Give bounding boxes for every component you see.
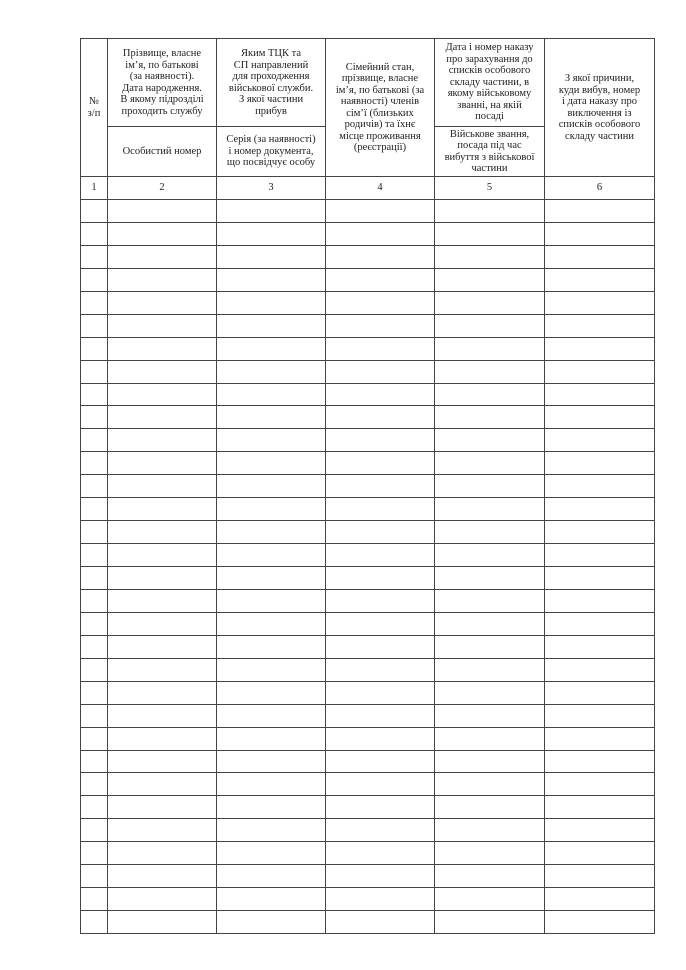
table-cell[interactable] (326, 911, 435, 934)
table-cell[interactable] (545, 429, 655, 452)
table-cell[interactable] (545, 314, 655, 337)
table-cell[interactable] (435, 475, 545, 498)
table-cell[interactable] (217, 819, 326, 842)
table-cell[interactable] (326, 544, 435, 567)
table-row (81, 911, 655, 934)
table-row (81, 750, 655, 773)
table-cell[interactable] (326, 842, 435, 865)
table-row (81, 314, 655, 337)
table-cell[interactable] (435, 360, 545, 383)
table-cell[interactable] (108, 567, 217, 590)
table-row (81, 612, 655, 635)
table-cell[interactable] (435, 888, 545, 911)
table-row (81, 429, 655, 452)
table-row (81, 796, 655, 819)
table-cell[interactable] (217, 750, 326, 773)
table-cell[interactable] (108, 406, 217, 429)
table-cell[interactable] (435, 337, 545, 360)
table-row (81, 842, 655, 865)
table-row (81, 888, 655, 911)
table-cell[interactable] (81, 658, 108, 681)
table-cell[interactable] (435, 796, 545, 819)
table-cell[interactable] (108, 291, 217, 314)
table-cell[interactable] (108, 750, 217, 773)
table-cell[interactable] (81, 567, 108, 590)
table-cell[interactable] (326, 337, 435, 360)
table-cell[interactable] (217, 337, 326, 360)
table-cell[interactable] (81, 842, 108, 865)
table-cell[interactable] (81, 727, 108, 750)
table-cell[interactable] (217, 635, 326, 658)
table-row (81, 360, 655, 383)
table-cell[interactable] (81, 704, 108, 727)
table-cell[interactable] (435, 750, 545, 773)
table-cell[interactable] (326, 704, 435, 727)
table-cell[interactable] (217, 612, 326, 635)
table-cell[interactable] (217, 383, 326, 406)
table-row (81, 727, 655, 750)
table-cell[interactable] (545, 589, 655, 612)
table-cell[interactable] (81, 200, 108, 223)
table-cell[interactable] (326, 521, 435, 544)
table-cell[interactable] (217, 681, 326, 704)
table-cell[interactable] (81, 796, 108, 819)
table-cell[interactable] (545, 842, 655, 865)
table-cell[interactable] (108, 888, 217, 911)
table-cell[interactable] (545, 819, 655, 842)
table-cell[interactable] (326, 475, 435, 498)
table-cell[interactable] (435, 727, 545, 750)
table-cell[interactable] (217, 521, 326, 544)
table-cell[interactable] (545, 658, 655, 681)
table-cell[interactable] (81, 750, 108, 773)
table-cell[interactable] (217, 406, 326, 429)
table-cell[interactable] (435, 865, 545, 888)
table-cell[interactable] (545, 222, 655, 245)
table-cell[interactable] (326, 222, 435, 245)
table-cell[interactable] (108, 796, 217, 819)
table-cell[interactable] (217, 842, 326, 865)
table-row (81, 681, 655, 704)
table-cell[interactable] (545, 452, 655, 475)
table-cell[interactable] (545, 475, 655, 498)
table-cell[interactable] (545, 911, 655, 934)
table-cell[interactable] (326, 360, 435, 383)
table-cell[interactable] (435, 544, 545, 567)
table-cell[interactable] (81, 589, 108, 612)
table-cell[interactable] (108, 337, 217, 360)
table-cell[interactable] (435, 291, 545, 314)
table-cell[interactable] (545, 681, 655, 704)
column-number-4: 4 (326, 177, 435, 200)
table-row (81, 865, 655, 888)
table-cell[interactable] (435, 842, 545, 865)
table-cell[interactable] (81, 475, 108, 498)
table-cell[interactable] (435, 383, 545, 406)
header-col5-enrollment-order: Дата і номер наказу про зарахування до списків особового складу частини, в якому військовому званні, на якій посаді (435, 39, 545, 127)
table-row (81, 704, 655, 727)
header-col4-family: Сімейний стан, прізвище, власне ім’я, по батькові (за наявності) членів сім’ї (близьких родичів) та їхнє місце проживання (реєстрації) (326, 39, 435, 177)
table-cell[interactable] (435, 911, 545, 934)
table-cell[interactable] (326, 612, 435, 635)
table-cell[interactable] (326, 865, 435, 888)
table-row (81, 383, 655, 406)
table-cell[interactable] (108, 727, 217, 750)
table-cell[interactable] (326, 314, 435, 337)
table-row (81, 475, 655, 498)
table-cell[interactable] (217, 888, 326, 911)
table-row (81, 337, 655, 360)
table-cell[interactable] (545, 268, 655, 291)
table-cell[interactable] (326, 291, 435, 314)
table-cell[interactable] (545, 567, 655, 590)
table-cell[interactable] (545, 635, 655, 658)
table-cell[interactable] (108, 911, 217, 934)
table-cell[interactable] (435, 314, 545, 337)
table-cell[interactable] (326, 635, 435, 658)
table-cell[interactable] (545, 360, 655, 383)
table-cell[interactable] (81, 819, 108, 842)
table-cell[interactable] (545, 865, 655, 888)
table-cell[interactable] (545, 200, 655, 223)
table-row (81, 521, 655, 544)
table-row (81, 291, 655, 314)
table-row (81, 452, 655, 475)
table-cell[interactable] (435, 567, 545, 590)
table-cell[interactable] (326, 429, 435, 452)
table-cell[interactable] (108, 773, 217, 796)
table-cell[interactable] (326, 658, 435, 681)
table-row (81, 268, 655, 291)
table-cell[interactable] (545, 750, 655, 773)
table-cell[interactable] (435, 452, 545, 475)
table-cell[interactable] (81, 291, 108, 314)
table-cell[interactable] (435, 429, 545, 452)
table-cell[interactable] (81, 452, 108, 475)
table-cell[interactable] (217, 796, 326, 819)
table-cell[interactable] (108, 521, 217, 544)
table-cell[interactable] (217, 567, 326, 590)
table-cell[interactable] (81, 268, 108, 291)
column-number-3: 3 (217, 177, 326, 200)
header-col2-personal-number: Особистий номер (108, 127, 217, 177)
table-cell[interactable] (545, 888, 655, 911)
table-cell[interactable] (545, 796, 655, 819)
table-cell[interactable] (545, 337, 655, 360)
table-cell[interactable] (81, 773, 108, 796)
header-row-top (81, 39, 655, 127)
table-row (81, 222, 655, 245)
table-cell[interactable] (81, 865, 108, 888)
table-cell[interactable] (326, 888, 435, 911)
table-cell[interactable] (108, 383, 217, 406)
table-cell[interactable] (435, 773, 545, 796)
table-row (81, 245, 655, 268)
table-row (81, 635, 655, 658)
table-cell[interactable] (326, 268, 435, 291)
table-cell[interactable] (435, 200, 545, 223)
table-cell[interactable] (81, 521, 108, 544)
table-cell[interactable] (326, 750, 435, 773)
table-cell[interactable] (326, 819, 435, 842)
table-cell[interactable] (326, 498, 435, 521)
table-cell[interactable] (108, 200, 217, 223)
table-cell[interactable] (217, 245, 326, 268)
table-cell[interactable] (81, 888, 108, 911)
table-cell[interactable] (217, 704, 326, 727)
table-cell[interactable] (108, 635, 217, 658)
table-cell[interactable] (217, 658, 326, 681)
table-row (81, 544, 655, 567)
table-cell[interactable] (108, 475, 217, 498)
table-cell[interactable] (81, 498, 108, 521)
table-cell[interactable] (217, 727, 326, 750)
table-cell[interactable] (108, 704, 217, 727)
table-cell[interactable] (435, 589, 545, 612)
header-col5-rank-position-departure: Військове звання, посада під час вибуття з військової частини (435, 127, 545, 177)
table-cell[interactable] (435, 612, 545, 635)
header-col6-exclusion: З якої причини, куди вибув, номер і дата наказу про виключення із списків особового складу частини (545, 39, 655, 177)
column-number-1: 1 (81, 177, 108, 200)
column-number-6: 6 (545, 177, 655, 200)
table-cell[interactable] (435, 819, 545, 842)
table-cell[interactable] (108, 452, 217, 475)
table-cell[interactable] (326, 773, 435, 796)
table-cell[interactable] (545, 612, 655, 635)
table-cell[interactable] (217, 429, 326, 452)
table-cell[interactable] (108, 360, 217, 383)
table-cell[interactable] (108, 268, 217, 291)
table-cell[interactable] (217, 773, 326, 796)
table-cell[interactable] (108, 819, 217, 842)
table-cell[interactable] (326, 245, 435, 268)
table-cell[interactable] (217, 291, 326, 314)
table-cell[interactable] (326, 200, 435, 223)
table-cell[interactable] (217, 200, 326, 223)
table-cell[interactable] (217, 314, 326, 337)
table-cell[interactable] (81, 544, 108, 567)
table-cell[interactable] (81, 635, 108, 658)
table-cell[interactable] (435, 245, 545, 268)
table-cell[interactable] (326, 681, 435, 704)
table-cell[interactable] (326, 406, 435, 429)
table-cell[interactable] (81, 245, 108, 268)
table-row (81, 406, 655, 429)
table-cell[interactable] (217, 268, 326, 291)
table-cell[interactable] (217, 911, 326, 934)
table-cell[interactable] (435, 498, 545, 521)
table-cell[interactable] (326, 727, 435, 750)
table-cell[interactable] (545, 383, 655, 406)
table-cell[interactable] (435, 658, 545, 681)
column-number-row (81, 177, 655, 200)
table-cell[interactable] (435, 635, 545, 658)
table-cell[interactable] (435, 222, 545, 245)
table-cell[interactable] (108, 658, 217, 681)
table-cell[interactable] (326, 383, 435, 406)
table-cell[interactable] (545, 773, 655, 796)
table-row (81, 589, 655, 612)
table-cell[interactable] (435, 681, 545, 704)
table-cell[interactable] (108, 865, 217, 888)
table-cell[interactable] (435, 268, 545, 291)
table-row (81, 498, 655, 521)
table-cell[interactable] (81, 360, 108, 383)
table-cell[interactable] (108, 612, 217, 635)
table-cell[interactable] (545, 406, 655, 429)
table-cell[interactable] (435, 521, 545, 544)
table-row (81, 773, 655, 796)
table-cell[interactable] (81, 681, 108, 704)
table-row (81, 200, 655, 223)
table-cell[interactable] (217, 222, 326, 245)
table-cell[interactable] (545, 521, 655, 544)
table-cell[interactable] (81, 222, 108, 245)
header-col2-name-birth-unit: Прізвище, власне ім’я, по батькові (за наявності). Дата народження. В якому підрозділі проходить службу (108, 39, 217, 127)
table-cell[interactable] (108, 314, 217, 337)
table-row (81, 658, 655, 681)
table-cell[interactable] (81, 612, 108, 635)
header-col3-tck-origin: Яким ТЦК та СП направлений для проходження військової служби. З якої частини прибув (217, 39, 326, 127)
column-number-2: 2 (108, 177, 217, 200)
table-cell[interactable] (545, 704, 655, 727)
table-cell[interactable] (545, 727, 655, 750)
table-cell[interactable] (81, 337, 108, 360)
table-cell[interactable] (81, 406, 108, 429)
table-cell[interactable] (545, 291, 655, 314)
table-cell[interactable] (326, 796, 435, 819)
table-cell[interactable] (108, 222, 217, 245)
table-cell[interactable] (108, 544, 217, 567)
table-cell[interactable] (217, 498, 326, 521)
table-cell[interactable] (108, 589, 217, 612)
table-cell[interactable] (217, 475, 326, 498)
header-col1-number: № з/п (81, 39, 108, 177)
table-cell[interactable] (217, 360, 326, 383)
table-cell[interactable] (545, 245, 655, 268)
table-cell[interactable] (545, 498, 655, 521)
table-row (81, 567, 655, 590)
table-cell[interactable] (217, 452, 326, 475)
table-cell[interactable] (108, 429, 217, 452)
table-cell[interactable] (217, 865, 326, 888)
table-cell[interactable] (81, 429, 108, 452)
table-cell[interactable] (435, 406, 545, 429)
table-cell[interactable] (81, 911, 108, 934)
table-cell[interactable] (108, 842, 217, 865)
table-cell[interactable] (326, 452, 435, 475)
personnel-register-table (80, 38, 655, 934)
table-cell[interactable] (217, 544, 326, 567)
table-row (81, 819, 655, 842)
table-cell[interactable] (108, 681, 217, 704)
table-cell[interactable] (108, 245, 217, 268)
table-cell[interactable] (81, 314, 108, 337)
column-number-5: 5 (435, 177, 545, 200)
table-cell[interactable] (81, 383, 108, 406)
header-col3-id-document: Серія (за наявності) і номер документа, що посвідчує особу (217, 127, 326, 177)
table-cell[interactable] (435, 704, 545, 727)
table-cell[interactable] (108, 498, 217, 521)
table-cell[interactable] (217, 589, 326, 612)
table-cell[interactable] (545, 544, 655, 567)
table-cell[interactable] (326, 589, 435, 612)
table-cell[interactable] (326, 567, 435, 590)
